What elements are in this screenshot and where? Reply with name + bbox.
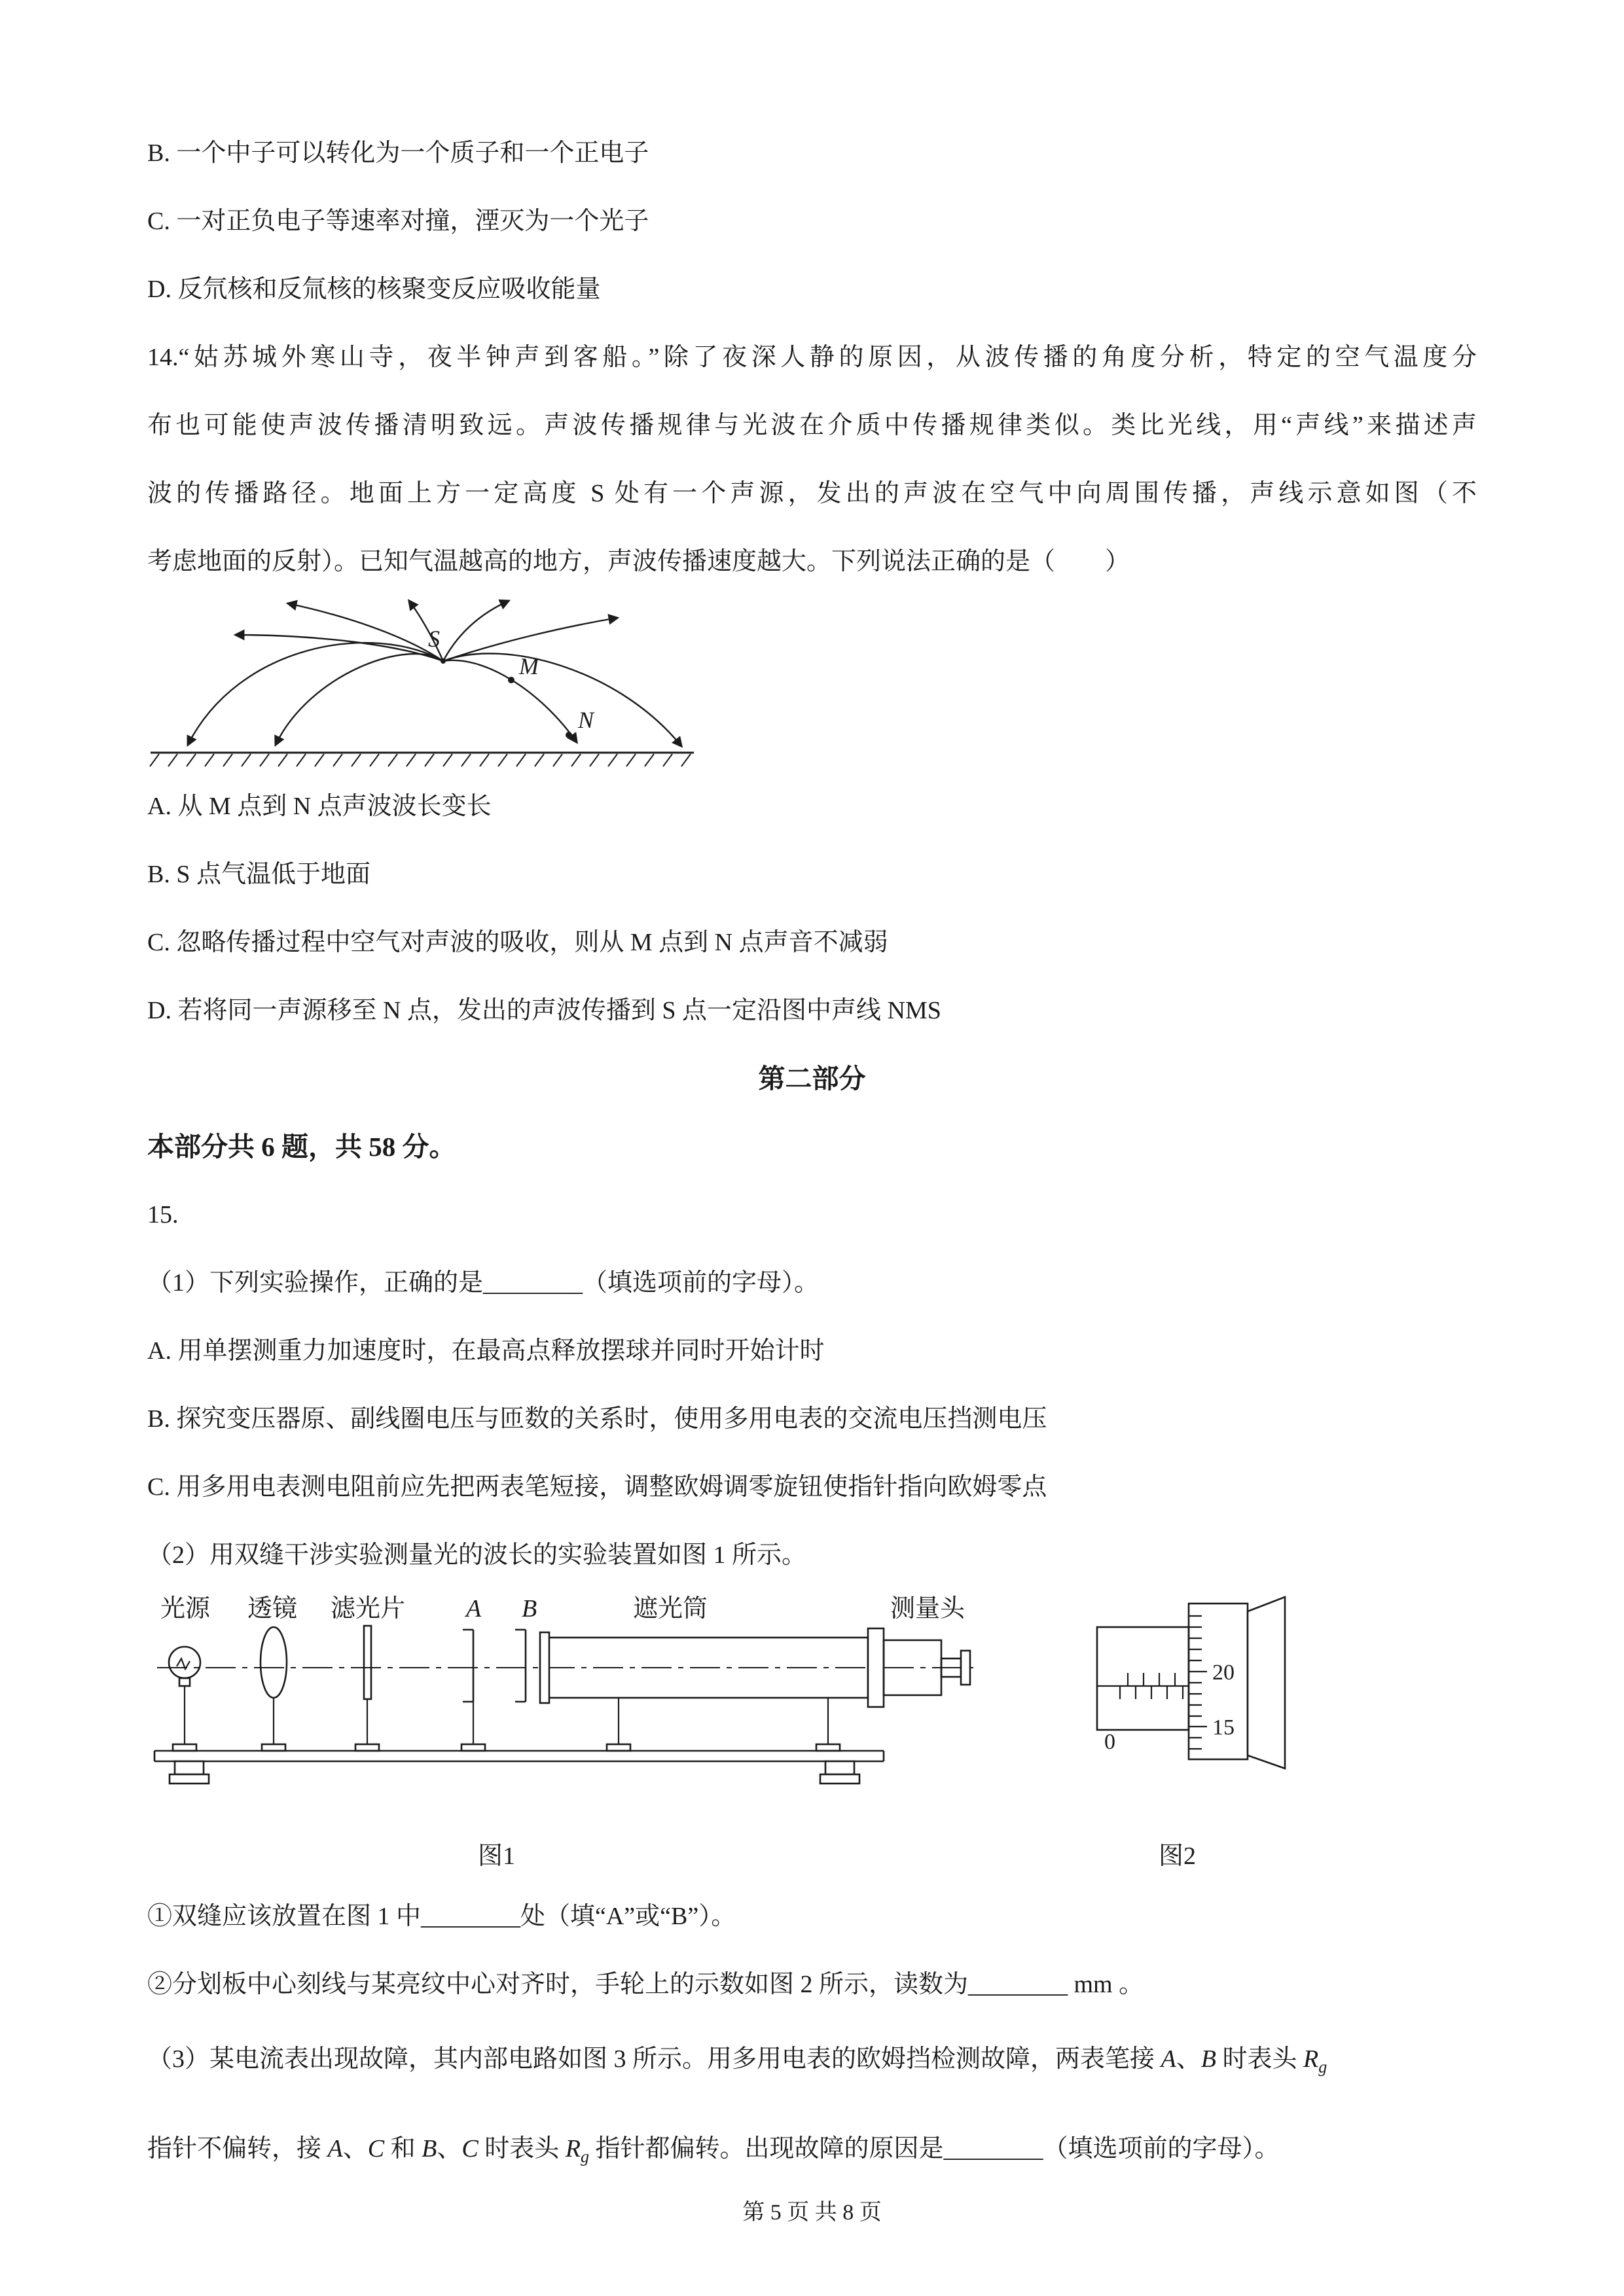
- part3-text: 和: [384, 2134, 422, 2162]
- q15-figures-row: [147, 1589, 1477, 1820]
- q13-option-d: D. 反氘核和反氚核的核聚变反应吸收能量: [147, 276, 601, 303]
- sleeve-zero-label: 0: [1104, 1730, 1115, 1754]
- q15-part1-stem: （1）下列实验操作，正确的是________（填选项前的字母）。: [147, 1269, 820, 1297]
- page-footer: 第 5 页 共 8 页: [742, 2200, 882, 2225]
- part3-text: 指针都偏转。出现故障的原因是________（填选项前的字母）。: [588, 2134, 1280, 2162]
- label-position-a: A: [466, 1595, 482, 1623]
- thimble-label-15: 15: [1212, 1715, 1235, 1740]
- source-point-s: [441, 658, 446, 664]
- variable-c: C: [461, 2134, 478, 2162]
- variable-a: A: [327, 2134, 343, 2162]
- variable-b: B: [422, 2134, 437, 2162]
- label-measure-head: 测量头: [890, 1595, 965, 1623]
- lens-component: [261, 1627, 287, 1751]
- label-m: M: [519, 653, 539, 679]
- q15-part1-option-b: B. 探究变压器原、副线圈电压与匝数的关系时，使用多用电表的交流电压挡测电压: [147, 1405, 1047, 1433]
- q15-part1-option-c: C. 用多用电表测电阻前应先把两表笔短接，调整欧姆调零旋钮使指针指向欧姆零点: [147, 1473, 1047, 1501]
- variable-b: B: [1200, 2045, 1216, 2073]
- shield-tube-component: [540, 1628, 884, 1751]
- q13-option-c: C. 一对正负电子等速率对撞，湮灭为一个光子: [147, 207, 649, 235]
- micrometer-frame: [1248, 1597, 1285, 1768]
- q14-option-b: B. S 点气温低于地面: [147, 861, 370, 888]
- micrometer-sleeve: [1097, 1627, 1189, 1730]
- q13-option-b: B. 一个中子可以转化为一个质子和一个正电子: [147, 139, 649, 167]
- thimble-label-20: 20: [1212, 1660, 1235, 1685]
- point-m: [508, 677, 514, 683]
- q14-stem-line4: 考虑地面的反射）。已知气温越高的地方，声波传播速度越大。下列说法正确的是（ ）: [147, 548, 1130, 575]
- variable-a: A: [1161, 2045, 1176, 2073]
- q14-option-d: D. 若将同一声源移至 N 点，发出的声波传播到 S 点一定沿图中声线 NMS: [147, 997, 941, 1024]
- point-n: [566, 732, 572, 738]
- double-slit-apparatus-figure: [147, 1589, 1018, 1815]
- variable-c: C: [367, 2134, 385, 2162]
- slit-holder-b: [515, 1630, 526, 1702]
- figure-captions: [147, 1820, 1477, 1882]
- part3-text: 时表头: [478, 2134, 566, 2162]
- part3-text: 时表头: [1216, 2045, 1303, 2073]
- part3-text: 、: [342, 2134, 368, 2162]
- part3-text: 、: [437, 2134, 462, 2162]
- q15-part3-line1: [147, 2018, 1477, 2108]
- label-filter: 滤光片: [331, 1595, 406, 1623]
- part2-subtitle: 本部分共 6 题，共 58 分。: [147, 1132, 456, 1162]
- label-n: N: [578, 707, 594, 733]
- light-source-component: [169, 1647, 200, 1751]
- variable-rg-subscript: g: [580, 2147, 589, 2166]
- q15-part3-line2: [147, 2108, 1477, 2198]
- variable-rg: R: [1303, 2045, 1319, 2073]
- sound-ray-curves: [188, 601, 681, 746]
- q14-stem-line2: 布也可能使声波传播清明致远。声波传播规律与光波在介质中传播规律类似。类比光线，用“声线”来描述声: [147, 412, 1477, 439]
- figure1-caption: 图1: [478, 1842, 516, 1870]
- q15-part2-question1: ①双缝应该放置在图 1 中________处（填“A”或“B”）。: [147, 1903, 736, 1930]
- figure2-caption: 图2: [1159, 1842, 1197, 1870]
- part3-text: （3）某电流表出现故障，其内部电路如图 3 所示。用多用电表的欧姆挡检测故障，两表笔接: [147, 2045, 1161, 2073]
- label-lens: 透镜: [247, 1595, 298, 1623]
- q15-part2-stem: （2）用双缝干涉实验测量光的波长的实验装置如图 1 所示。: [147, 1541, 807, 1569]
- optical-bench: [154, 1751, 884, 1784]
- q14-option-a: A. 从 M 点到 N 点声波波长变长: [147, 793, 492, 820]
- part3-text: 指针不偏转，接: [147, 2134, 328, 2162]
- q15-part1-option-a: A. 用单摆测重力加速度时，在最高点释放摆球并同时开始计时: [147, 1337, 825, 1365]
- variable-rg: R: [565, 2134, 581, 2162]
- q15-number: 15.: [147, 1201, 179, 1229]
- q14-sound-ray-figure: [147, 597, 1477, 772]
- ground-hatching: [150, 754, 691, 766]
- label-tube: 遮光筒: [633, 1595, 708, 1623]
- q14-stem-line1: 14.“姑苏城外寒山寺，夜半钟声到客船。”除了夜深人静的原因，从波传播的角度分析，特定的空气温度分: [147, 344, 1477, 371]
- q14-stem-line3: 波的传播路径。地面上方一定高度 S 处有一个声源，发出的声波在空气中向周围传播，声线示意如图（不: [147, 480, 1477, 507]
- label-s: S: [428, 626, 440, 652]
- sound-rays-diagram: [147, 597, 697, 768]
- variable-rg-subscript: g: [1318, 2057, 1327, 2077]
- filter-component: [355, 1626, 379, 1751]
- slit-holder-a: [461, 1630, 485, 1751]
- q15-part2-question2: ②分划板中心刻线与某亮纹中心对齐时，手轮上的示数如图 2 所示，读数为________ mm 。: [147, 1971, 1144, 1998]
- label-position-b: B: [522, 1595, 537, 1623]
- part2-title: 第二部分: [758, 1064, 866, 1094]
- micrometer-figure: [1090, 1593, 1293, 1776]
- q14-option-c: C. 忽略传播过程中空气对声波的吸收，则从 M 点到 N 点声音不减弱: [147, 929, 888, 956]
- part3-text: 、: [1176, 2045, 1201, 2073]
- label-light-source: 光源: [160, 1595, 211, 1623]
